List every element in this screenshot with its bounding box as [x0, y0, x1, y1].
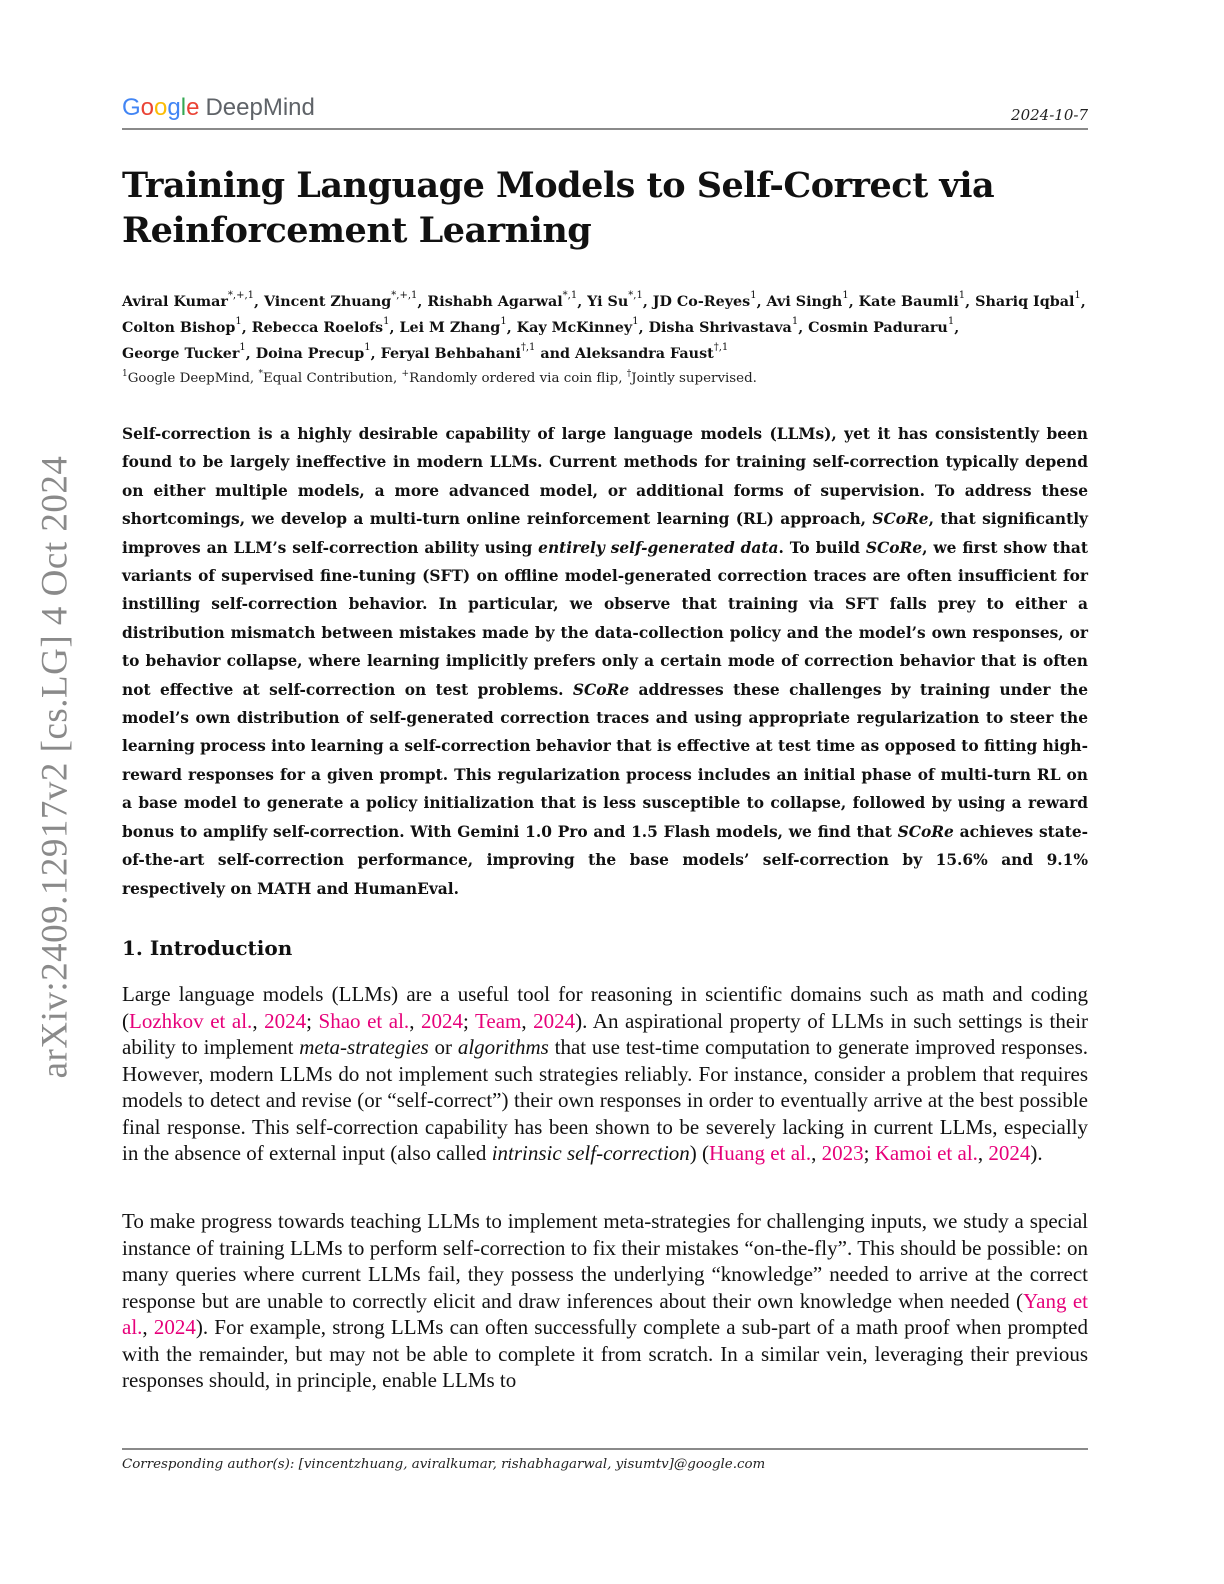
text-segment: Self-correction is a highly desirable capability of large language models (LLMs), yet it has consistently been found to be largely ineffective in modern LLMs. Current methods for training self-correction typically depend on either multiple models, a more advanced model, or additional forms of supervision. To address these shortcomings, we develop a multi-turn online reinforcement learning (RL) approach,: [122, 425, 1088, 529]
google-deepmind-logo: [122, 94, 315, 122]
author-affiliation-marks: 1: [239, 342, 246, 353]
affiliation-mark: *: [258, 369, 263, 379]
logo-letter-o1: o: [140, 94, 155, 121]
logo-letter-o2: o: [154, 94, 168, 121]
author-separator: ,: [965, 294, 976, 310]
author-affiliation-marks: †,1: [520, 342, 536, 353]
author-name: Aleksandra Faust: [575, 346, 714, 362]
emphasized-text: SCoRe: [572, 680, 630, 699]
author-separator: ,: [417, 294, 428, 310]
affiliation-text: Google DeepMind,: [127, 371, 259, 386]
citation-link[interactable]: Huang et al.: [709, 1141, 812, 1165]
intro-paragraph-2: [122, 1208, 1088, 1394]
publication-date: 2024-10-7: [1011, 106, 1088, 124]
author: [251, 316, 390, 336]
text-segment: To make progress towards teaching LLMs to implement meta-strategies for challenging inputs, we study a special instance of training LLMs to perform self-correction to fix their mistakes “on-the-fly”. This should be possible: on many queries where current LLMs fail, they possess the underlying “knowledge” needed to arrive at the correct response but are unable to correctly elicit and draw inferences about their own knowledge when needed (: [122, 1209, 1088, 1313]
author-separator: ,: [370, 346, 381, 362]
author-separator: ,: [245, 346, 256, 362]
text-segment: ;: [463, 1008, 476, 1033]
author-name: Kate Baumli: [858, 294, 959, 310]
text-segment: Large language models (LLMs) are a useful tool for reasoning in scientific domains such as math and coding (: [122, 982, 1088, 1033]
author: [263, 290, 418, 310]
author: [575, 342, 729, 362]
author-affiliation-marks: 1: [791, 316, 799, 327]
paper-title: Training Language Models to Self-Correct via Reinforcement Learning: [122, 165, 995, 251]
author: [587, 290, 643, 310]
author: [975, 290, 1081, 310]
logo-letter-e: e: [186, 94, 200, 121]
text-segment: ,: [142, 1315, 154, 1339]
author-name: Rebecca Roelofs: [251, 320, 384, 336]
header-divider: [122, 128, 1088, 130]
text-segment: that use test-time computation to generate improved responses. However, modern LLMs do not implement such strategies reliably. For instance, consider a problem that requires models to detect and revise (or “self-correct”) their own responses in order to eventually arrive at the best possible final response. This self-correction capability has been shown to be severely lacking in current LLMs, especially in the absence of external input (also called: [122, 1035, 1089, 1165]
author-affiliation-marks: 1: [842, 290, 849, 301]
author-name: Aviral Kumar: [122, 294, 228, 310]
emphasized-text: entirely self-generated data: [538, 538, 779, 557]
author-name: Yi Su: [587, 294, 629, 310]
text-segment: ). An aspirational property of LLMs in such settings is their ability to implement: [122, 1008, 1089, 1059]
affiliation-mark: †: [626, 369, 632, 379]
text-segment: , that significantly improves an LLM’s self-correction ability using: [122, 510, 1089, 557]
logo-letter-l: l: [180, 94, 187, 121]
author-separator: ,: [254, 294, 264, 310]
author-name: JD Co-Reyes: [652, 294, 751, 310]
citation-link[interactable]: 2024: [533, 1008, 576, 1033]
author-name: Disha Shrivastava: [648, 320, 792, 336]
author-name: Feryal Behbahani: [380, 346, 521, 362]
text-segment: ,: [977, 1141, 989, 1165]
author-affiliation-marks: 1: [1074, 290, 1081, 301]
citation-link[interactable]: Shao et al.: [318, 1008, 410, 1033]
author-name: Lei M Zhang: [399, 320, 501, 336]
author-name: George Tucker: [122, 346, 240, 362]
author-separator: and: [535, 346, 576, 362]
author: [122, 290, 254, 310]
citation-link[interactable]: 2023: [821, 1141, 864, 1165]
author-name: Colton Bishop: [122, 320, 236, 336]
author-affiliation-marks: 1: [235, 316, 242, 327]
author-affiliation-marks: 1: [632, 316, 639, 327]
author-affiliation-marks: 1: [958, 290, 966, 301]
citation-link[interactable]: 2024: [264, 1008, 307, 1033]
text-segment: achieves state-of-the-art self-correction performance, improving the base models’ self-correction by 15.6% and 9.1% respectively on MATH and HumanEval.: [122, 822, 1089, 898]
author: [516, 316, 639, 336]
author-affiliation-marks: 1: [947, 316, 955, 327]
text-segment: . To build: [778, 538, 866, 557]
author: [380, 342, 536, 362]
author: [858, 290, 966, 310]
text-segment: ,: [252, 1008, 265, 1033]
author: [652, 290, 757, 310]
author-name: Doina Precup: [255, 346, 365, 362]
citation-link[interactable]: 2024: [421, 1008, 463, 1033]
author-affiliation-marks: *,+,1: [227, 290, 254, 301]
author-separator: ,: [389, 320, 400, 336]
citation-link[interactable]: Lozhkov et al.: [129, 1008, 253, 1033]
text-segment: or: [428, 1035, 458, 1059]
author: [255, 342, 371, 362]
emphasized-text: SCoRe: [865, 538, 923, 557]
emphasized-text: SCoRe: [872, 510, 929, 529]
corresponding-authors-note: Corresponding author(s): [vincentzhuang, aviralkumar, rishabhagarwal, yisumtv]@google.com: [122, 1457, 766, 1472]
citation-link[interactable]: Kamoi et al.: [874, 1141, 978, 1165]
section-heading-introduction: 1. Introduction: [122, 936, 293, 960]
author-affiliation-marks: *,+,1: [391, 290, 418, 301]
author: [766, 290, 849, 310]
affiliation-mark: +: [401, 369, 410, 379]
affiliation-text: Equal Contribution,: [262, 371, 402, 386]
citation-link[interactable]: Yang et al.: [122, 1288, 1088, 1339]
author-name: Rishabh Agarwal: [427, 294, 563, 310]
author-name: Avi Singh: [766, 294, 843, 310]
author: [648, 316, 799, 336]
logo-letter-g: G: [122, 94, 141, 121]
author-affiliation-marks: 1: [750, 290, 757, 301]
affiliation-mark: 1: [122, 369, 128, 379]
abstract: [122, 420, 1088, 903]
text-segment: addresses these challenges by training under the model’s own distribution of self-generated correction traces and using appropriate regularization to steer the learning process into learning a self-correction behavior that is effective at test time as opposed to fitting high-reward responses for a given prompt. This regularization process includes an initial phase of multi-turn RL on a base model to generate a policy initialization that is less susceptible to collapse, followed by using a reward bonus to amplify self-correction. With Gemini 1.0 Pro and 1.5 Flash models, we find that: [122, 680, 1088, 841]
author-name: Kay McKinney: [516, 320, 633, 336]
emphasized-text: SCoRe: [897, 822, 954, 841]
author-separator: ,: [642, 294, 653, 310]
author-name: Vincent Zhuang: [263, 294, 392, 310]
arxiv-identifier-stamp: arXiv:2409.12917v2 [cs.LG] 4 Oct 2024: [34, 455, 76, 1079]
author-affiliation-marks: 1: [500, 316, 507, 327]
author: [122, 342, 246, 362]
author: [808, 316, 955, 336]
text-segment: ,: [521, 1008, 534, 1033]
author-affiliation-marks: *,1: [562, 290, 578, 301]
author-affiliation-marks: 1: [383, 316, 390, 327]
citation-link[interactable]: 2024: [153, 1315, 196, 1339]
affiliations: [122, 371, 757, 386]
text-segment: , we first show that variants of supervised fine-tuning (SFT) on offline model-generated correction traces are often insufficient for instilling self-correction behavior. In particular, we observe that training via SFT falls prey to either a distribution mismatch between mistakes made by the data-collection policy and the model’s own responses, or to behavior collapse, where learning implicitly prefers only a certain mode of correction behavior that is often not effective at self-correction on test problems.: [122, 538, 1088, 699]
text-segment: ,: [409, 1008, 421, 1033]
author-separator: ,: [756, 294, 767, 310]
citation-link[interactable]: 2024: [988, 1141, 1031, 1165]
author: [427, 290, 578, 310]
citation-link[interactable]: Team: [475, 1008, 522, 1033]
text-segment: ).: [1030, 1141, 1043, 1165]
author-separator: ,: [1080, 294, 1086, 310]
affiliation-text: Jointly supervised.: [631, 371, 757, 386]
author-separator: ,: [577, 294, 588, 310]
emphasized-text: algorithms: [457, 1035, 549, 1059]
footer-divider: [122, 1448, 1088, 1450]
logo-letter-g2: g: [167, 94, 181, 121]
emphasized-text: intrinsic self-correction: [491, 1141, 690, 1165]
text-segment: ) (: [689, 1141, 710, 1165]
author-name: Cosmin Paduraru: [808, 320, 948, 336]
text-segment: ;: [863, 1141, 875, 1165]
text-segment: ,: [811, 1141, 822, 1165]
intro-paragraph-1: [122, 981, 1088, 1167]
affiliation-text: Randomly ordered via coin flip,: [409, 371, 627, 386]
author-separator: ,: [848, 294, 859, 310]
author: [122, 316, 242, 336]
text-segment: ). For example, strong LLMs can often successfully complete a sub-part of a math proof when prompted with the remainder, but may not be able to complete it from scratch. In a similar vein, leveraging their previous responses should, in principle, enable LLMs to: [122, 1315, 1089, 1392]
author-affiliation-marks: 1: [364, 342, 371, 353]
author: [399, 316, 507, 336]
author-separator: ,: [638, 320, 649, 336]
author-affiliation-marks: *,1: [628, 290, 643, 301]
emphasized-text: meta-strategies: [299, 1035, 429, 1059]
author-separator: ,: [954, 320, 960, 336]
logo-deepmind-text: DeepMind: [205, 94, 315, 121]
author-separator: ,: [798, 320, 809, 336]
author-list: [122, 289, 1088, 367]
author-affiliation-marks: †,1: [713, 342, 729, 353]
text-segment: ;: [306, 1008, 319, 1033]
author-name: Shariq Iqbal: [975, 294, 1075, 310]
author-separator: ,: [506, 320, 517, 336]
author-separator: ,: [241, 320, 252, 336]
